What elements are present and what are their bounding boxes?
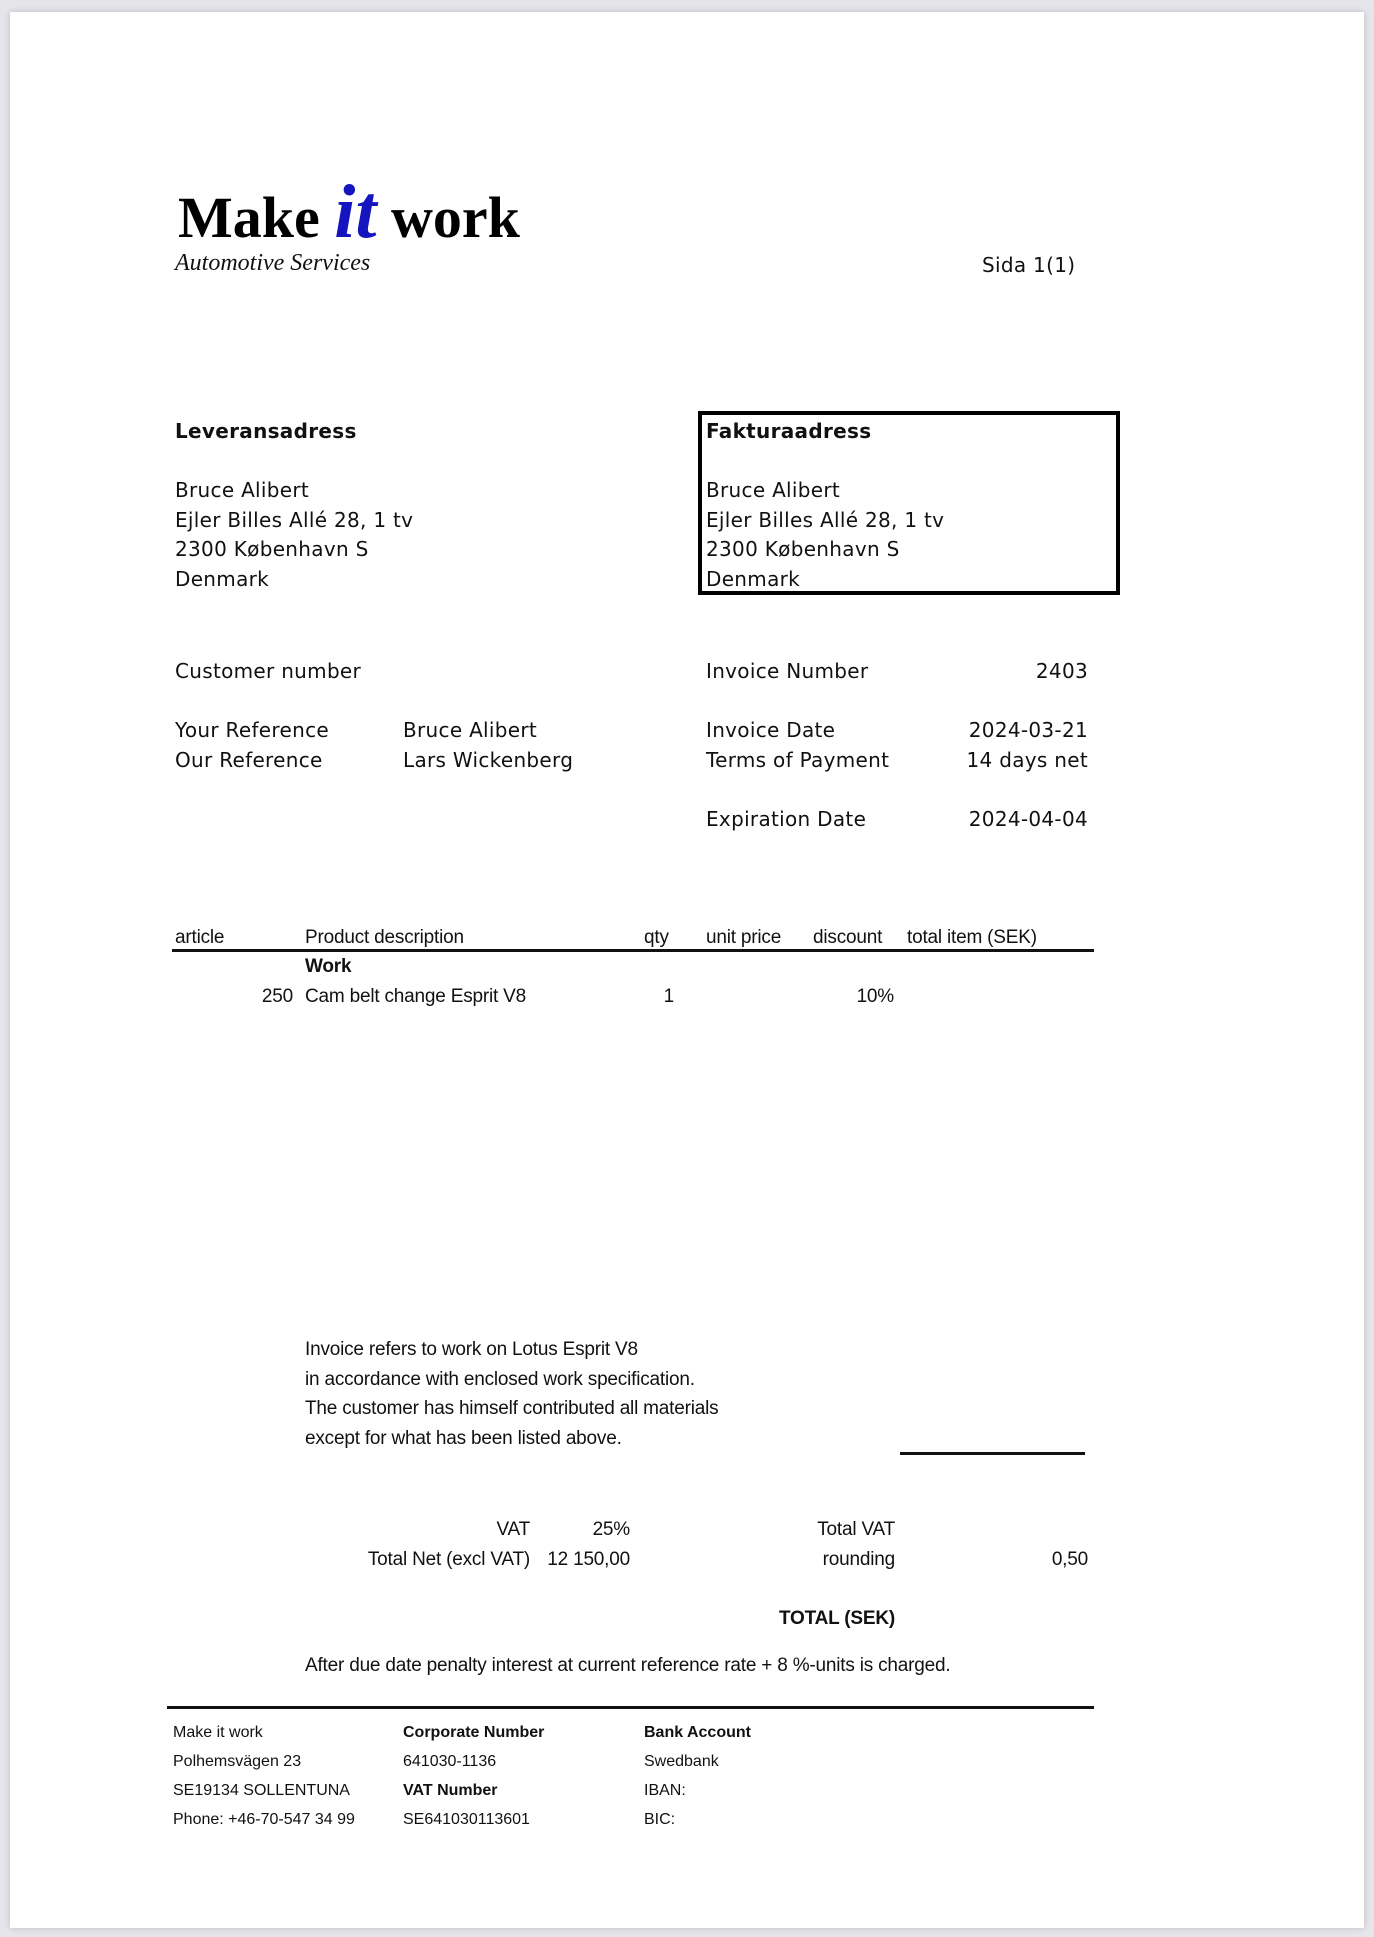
column-header-qty: qty — [644, 927, 669, 948]
item-article: 250 — [261, 986, 293, 1007]
item-discount: 10% — [856, 986, 894, 1007]
vat-number-value: SE641030113601 — [403, 1811, 530, 1828]
expiration-date-label: Expiration Date — [706, 807, 867, 831]
iban-label: IBAN: — [644, 1782, 686, 1799]
rounding-label: rounding — [822, 1549, 895, 1570]
delivery-address-line: 2300 København S — [175, 537, 369, 561]
invoice-address-line: Bruce Alibert — [706, 478, 841, 502]
delivery-address-title: Leveransadress — [175, 419, 357, 443]
company-logo — [178, 170, 520, 254]
item-description: Cam belt change Esprit V8 — [305, 986, 527, 1007]
footer-company-name: Make it work — [173, 1724, 263, 1741]
invoice-date-value: 2024-03-21 — [968, 718, 1088, 742]
note-line: in accordance with enclosed work specification. — [305, 1369, 695, 1390]
payment-terms-value: 14 days net — [966, 748, 1088, 772]
our-reference-value: Lars Wickenberg — [403, 748, 574, 772]
logo-word-it: it — [334, 170, 377, 254]
invoice-address-line: 2300 København S — [706, 537, 900, 561]
invoice-date-label: Invoice Date — [706, 718, 836, 742]
footer-company-city: SE19134 SOLLENTUNA — [173, 1782, 350, 1799]
item-group-title: Work — [305, 956, 352, 977]
footer-company-phone: Phone: +46-70-547 34 99 — [173, 1811, 355, 1828]
column-header-total: total item (SEK) — [907, 927, 1037, 948]
your-reference-label: Your Reference — [175, 718, 329, 742]
delivery-address-line: Denmark — [175, 567, 270, 591]
our-reference-label: Our Reference — [175, 748, 323, 772]
vat-label: VAT — [496, 1519, 530, 1540]
column-header-unit-price: unit price — [706, 927, 782, 948]
company-tagline: Automotive Services — [175, 250, 371, 276]
delivery-address-line: Ejler Billes Allé 28, 1 tv — [175, 508, 414, 532]
invoice-number-label: Invoice Number — [706, 659, 869, 683]
penalty-notice: After due date penalty interest at current reference rate + 8 %-units is charged. — [305, 1655, 951, 1676]
invoice-address-line: Denmark — [706, 567, 801, 591]
bic-label: BIC: — [644, 1811, 676, 1828]
note-line: Invoice refers to work on Lotus Esprit V8 — [305, 1339, 638, 1360]
invoice-page — [10, 12, 1364, 1928]
corporate-number-value: 641030-1136 — [403, 1753, 497, 1770]
logo-word-work: work — [390, 185, 520, 250]
payment-terms-label: Terms of Payment — [706, 748, 890, 772]
footer-company-street: Polhemsvägen 23 — [173, 1753, 302, 1770]
vat-rate: 25% — [592, 1519, 630, 1540]
page-indicator: Sida 1(1) — [982, 253, 1076, 277]
net-total-label: Total Net (excl VAT) — [367, 1549, 530, 1570]
invoice-number-value: 2403 — [1035, 659, 1088, 683]
vat-number-label: VAT Number — [403, 1782, 498, 1799]
table-header-rule — [172, 949, 1094, 952]
subtotal-rule — [900, 1452, 1085, 1455]
column-header-description: Product description — [305, 927, 464, 948]
footer-rule — [167, 1706, 1094, 1709]
note-line: except for what has been listed above. — [305, 1428, 622, 1449]
corporate-number-label: Corporate Number — [403, 1724, 545, 1741]
item-qty: 1 — [663, 986, 674, 1007]
your-reference-value: Bruce Alibert — [403, 718, 538, 742]
invoice-address-title: Fakturaadress — [706, 419, 872, 443]
logo-word-make: Make — [178, 185, 320, 250]
bank-account-label: Bank Account — [644, 1724, 751, 1741]
delivery-address-line: Bruce Alibert — [175, 478, 310, 502]
grand-total-label: TOTAL (SEK) — [778, 1608, 895, 1629]
note-line: The customer has himself contributed all materials — [305, 1398, 719, 1419]
bank-name: Swedbank — [644, 1753, 719, 1770]
total-vat-label: Total VAT — [817, 1519, 895, 1540]
invoice-address-line: Ejler Billes Allé 28, 1 tv — [706, 508, 945, 532]
expiration-date-value: 2024-04-04 — [968, 807, 1088, 831]
column-header-article: article — [175, 927, 225, 948]
column-header-discount: discount — [813, 927, 883, 948]
rounding-value: 0,50 — [1051, 1549, 1088, 1570]
net-total-value: 12 150,00 — [547, 1549, 630, 1570]
customer-number-label: Customer number — [175, 659, 362, 683]
